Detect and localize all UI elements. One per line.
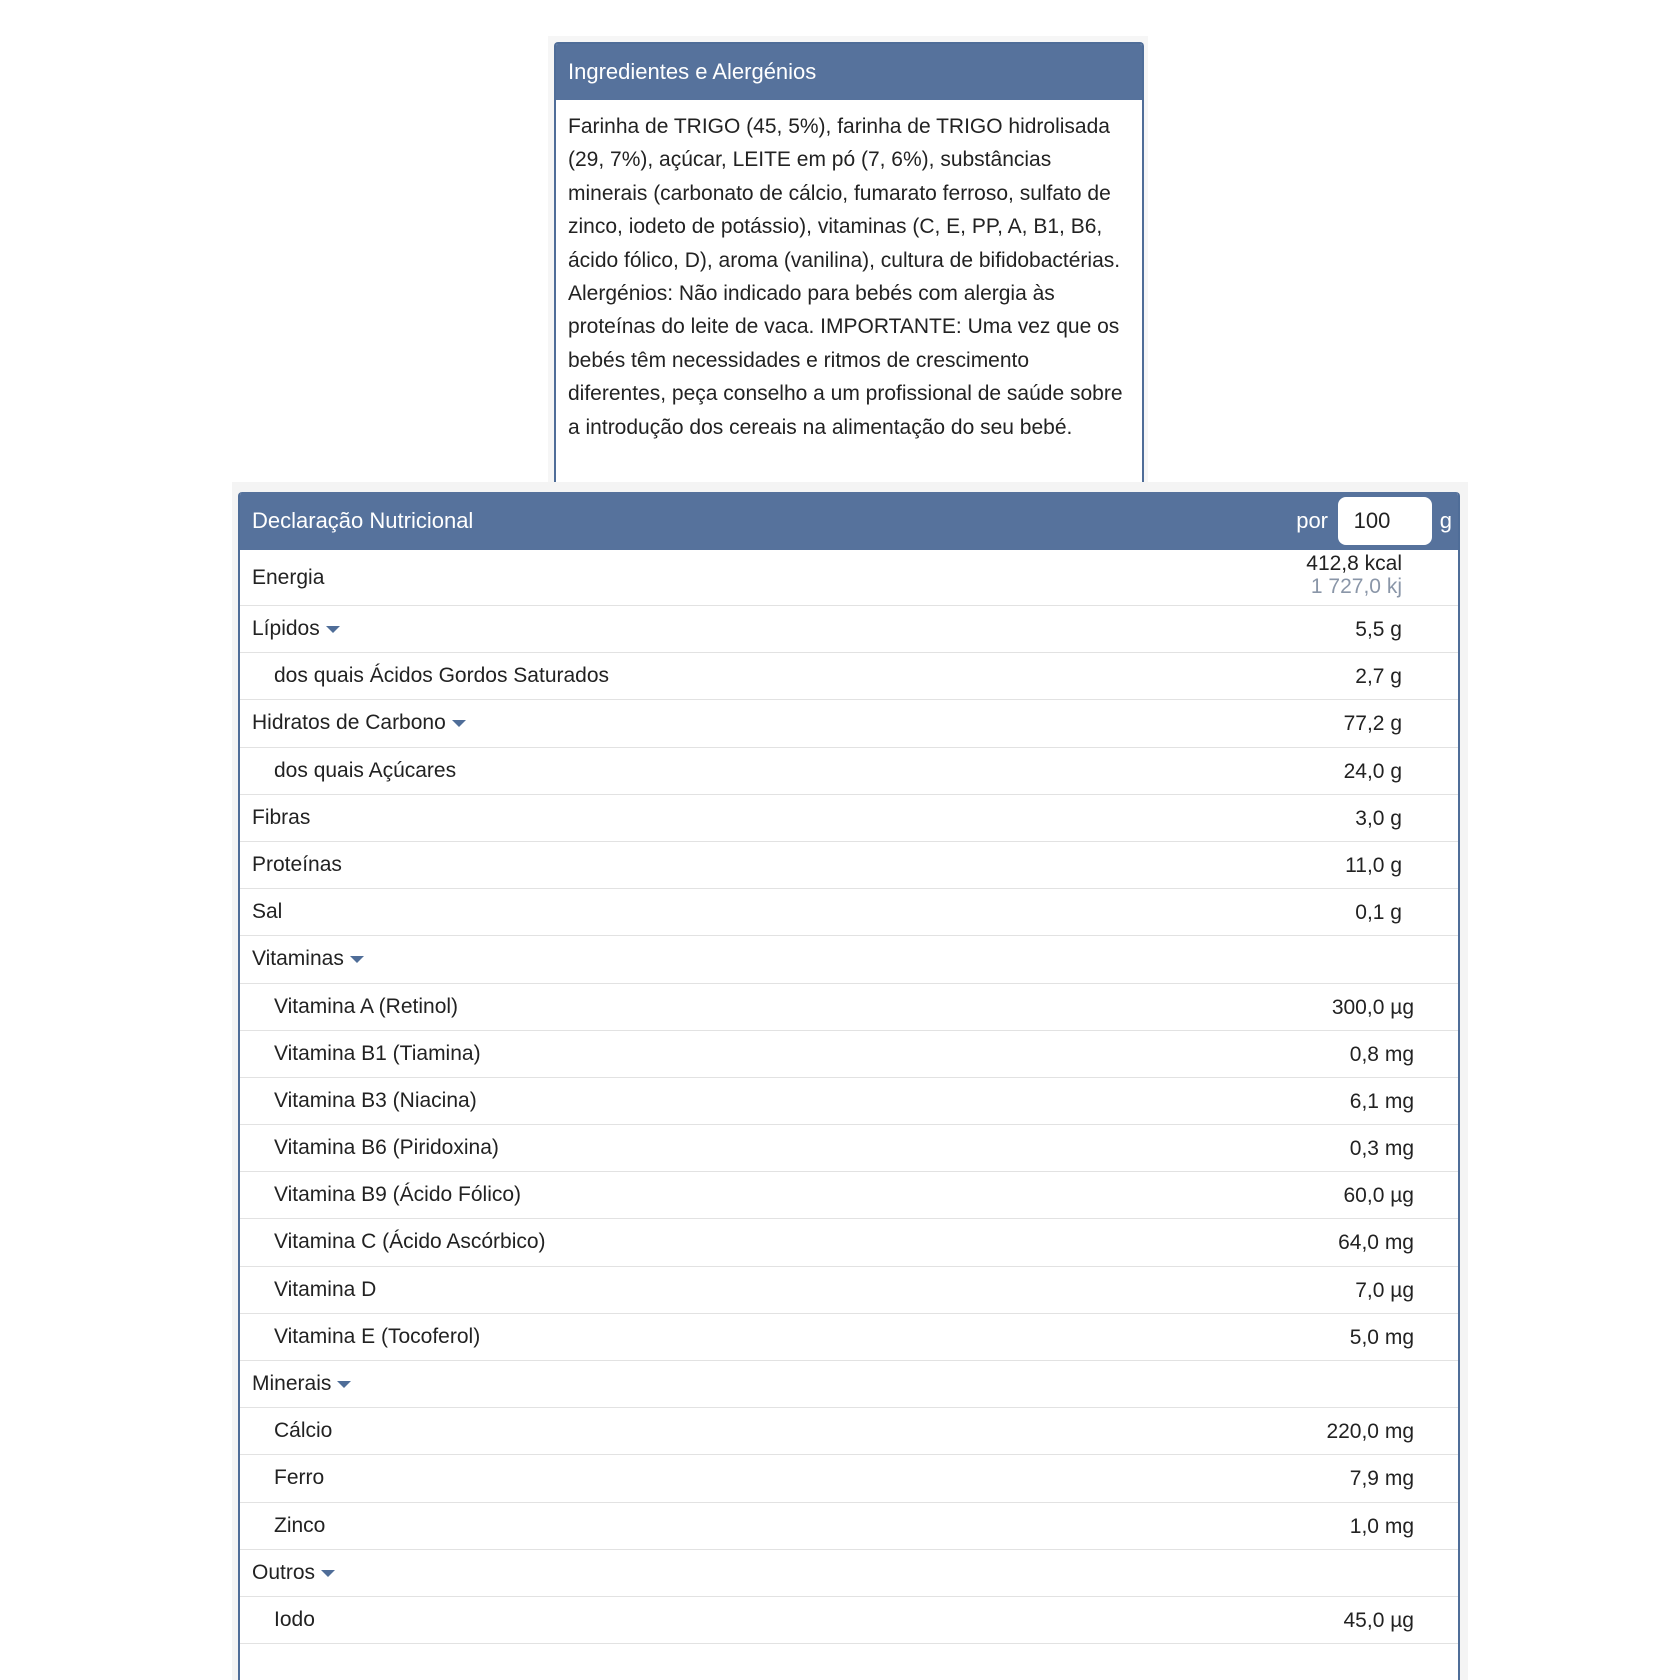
nutrient-label: Fibras bbox=[252, 805, 311, 829]
ingredients-title: Ingredientes e Alergénios bbox=[556, 44, 1142, 100]
nutrition-row bbox=[240, 889, 1458, 936]
portion-unit: g bbox=[1439, 508, 1452, 533]
nutrient-label: Zinco bbox=[274, 1513, 326, 1537]
nutrient-label: dos quais Ácidos Gordos Saturados bbox=[274, 664, 610, 688]
nutrient-value: 7,0 µg bbox=[1355, 1278, 1414, 1302]
nutrient-value: 11,0 g bbox=[1345, 853, 1402, 877]
nutrient-value: 3,0 g bbox=[1355, 806, 1402, 830]
nutrition-row bbox=[240, 1408, 1458, 1455]
nutrition-rows bbox=[240, 606, 1458, 1644]
nutrient-label: Iodo bbox=[274, 1607, 315, 1631]
nutrient-value: 45,0 µg bbox=[1343, 1608, 1414, 1632]
nutrient-value: 0,1 g bbox=[1355, 901, 1402, 925]
nutrition-row bbox=[240, 1219, 1458, 1266]
nutrient-label: Cálcio bbox=[274, 1419, 333, 1443]
nutrition-row bbox=[240, 1455, 1458, 1502]
nutrient-value: 2,7 g bbox=[1355, 665, 1402, 689]
nutrition-row bbox=[240, 795, 1458, 842]
nutrition-row bbox=[240, 984, 1458, 1031]
ingredients-text: Farinha de TRIGO (45, 5%), farinha de TRIGO hidrolisada (29, 7%), açúcar, LEITE em pó (7, 6%), substâncias minerais (carbonato de cálcio, fumarato ferroso, sulfato de zinco, iodeto de potássio), vitaminas (C, E, PP, A, B1, B6, ácido fólico, D), aroma (vanilina), cultura de bifidobactérias. Alergénios: Não indicado para bebés com alergia às proteínas do leite de vaca. IMPORTANTE: Uma vez que os bebés têm necessidades e ritmos de crescimento diferentes, peça conselho a um profissional de saúde sobre a introdução dos cereais na alimentação do seu bebé. bbox=[568, 115, 1123, 439]
nutrient-value: 0,3 mg bbox=[1349, 1137, 1414, 1161]
nutrition-group-row[interactable] bbox=[240, 1550, 1458, 1597]
nutrient-label: Ferro bbox=[274, 1466, 325, 1490]
nutrient-value: 1,0 mg bbox=[1349, 1514, 1414, 1538]
nutrition-row bbox=[240, 1267, 1458, 1314]
caret-down-icon[interactable] bbox=[326, 626, 340, 633]
nutrition-title: Declaração Nutricional bbox=[252, 508, 474, 533]
nutrient-label: Vitamina B1 (Tiamina) bbox=[274, 1041, 481, 1065]
nutrient-label: Lípidos bbox=[252, 606, 340, 652]
per-label: por bbox=[1296, 508, 1328, 533]
nutrient-label: Vitamina D bbox=[274, 1277, 377, 1301]
caret-down-icon[interactable] bbox=[337, 1381, 351, 1388]
nutrient-label: Vitamina B6 (Piridoxina) bbox=[274, 1136, 499, 1160]
nutrient-value: 300,0 µg bbox=[1331, 995, 1414, 1019]
nutrient-value: 24,0 g bbox=[1343, 759, 1402, 783]
portion-input[interactable] bbox=[1338, 497, 1432, 545]
nutrient-label: dos quais Açúcares bbox=[274, 758, 457, 782]
nutrient-label: Sal bbox=[252, 900, 283, 924]
nutrition-row bbox=[240, 1125, 1458, 1172]
nutrition-group-row[interactable] bbox=[240, 606, 1458, 653]
energy-label: Energia bbox=[252, 566, 325, 589]
nutrition-group-row[interactable] bbox=[240, 1361, 1458, 1408]
nutrient-value: 220,0 mg bbox=[1326, 1420, 1414, 1444]
nutrition-row bbox=[240, 653, 1458, 700]
nutrient-value: 0,8 mg bbox=[1349, 1042, 1414, 1066]
energy-kcal: 412,8 kcal bbox=[1306, 552, 1402, 575]
nutrient-label: Vitamina A (Retinol) bbox=[274, 994, 459, 1018]
nutrition-row bbox=[240, 748, 1458, 795]
nutrient-label: Vitamina B9 (Ácido Fólico) bbox=[274, 1183, 522, 1207]
nutrient-value: 6,1 mg bbox=[1349, 1089, 1414, 1113]
nutrient-value: 5,0 mg bbox=[1349, 1325, 1414, 1349]
nutrition-card bbox=[238, 492, 1460, 1680]
caret-down-icon[interactable] bbox=[321, 1570, 335, 1577]
nutrient-label: Vitaminas bbox=[252, 936, 364, 982]
ingredients-card bbox=[554, 42, 1144, 484]
nutrition-row bbox=[240, 1314, 1458, 1361]
nutrient-label: Hidratos de Carbono bbox=[252, 700, 466, 746]
energy-kj: 1 727,0 kj bbox=[1310, 575, 1402, 598]
nutrition-row bbox=[240, 1597, 1458, 1644]
nutrient-value: 77,2 g bbox=[1343, 712, 1402, 736]
nutrient-value: 64,0 mg bbox=[1338, 1231, 1414, 1255]
nutrient-label: Proteínas bbox=[252, 852, 342, 876]
nutrient-label: Vitamina C (Ácido Ascórbico) bbox=[274, 1230, 546, 1254]
energy-value bbox=[1306, 552, 1402, 598]
nutrient-label: Outros bbox=[252, 1550, 335, 1596]
nutrient-value: 5,5 g bbox=[1355, 618, 1402, 641]
nutrition-group-row[interactable] bbox=[240, 700, 1458, 747]
nutrition-row bbox=[240, 1031, 1458, 1078]
nutrient-label: Vitamina E (Tocoferol) bbox=[274, 1324, 481, 1348]
nutrition-row bbox=[240, 1172, 1458, 1219]
nutrition-row bbox=[240, 1078, 1458, 1125]
nutrient-value: 7,9 mg bbox=[1349, 1467, 1414, 1491]
nutrient-label: Minerais bbox=[252, 1361, 351, 1407]
caret-down-icon[interactable] bbox=[350, 956, 364, 963]
caret-down-icon[interactable] bbox=[452, 720, 466, 727]
nutrient-label: Vitamina B3 (Niacina) bbox=[274, 1088, 477, 1112]
nutrition-row-energy bbox=[240, 550, 1458, 606]
nutrition-header bbox=[240, 492, 1458, 550]
nutrition-row bbox=[240, 1503, 1458, 1550]
nutrition-group-row[interactable] bbox=[240, 936, 1458, 983]
nutrition-row bbox=[240, 842, 1458, 889]
nutrient-value: 60,0 µg bbox=[1343, 1184, 1414, 1208]
